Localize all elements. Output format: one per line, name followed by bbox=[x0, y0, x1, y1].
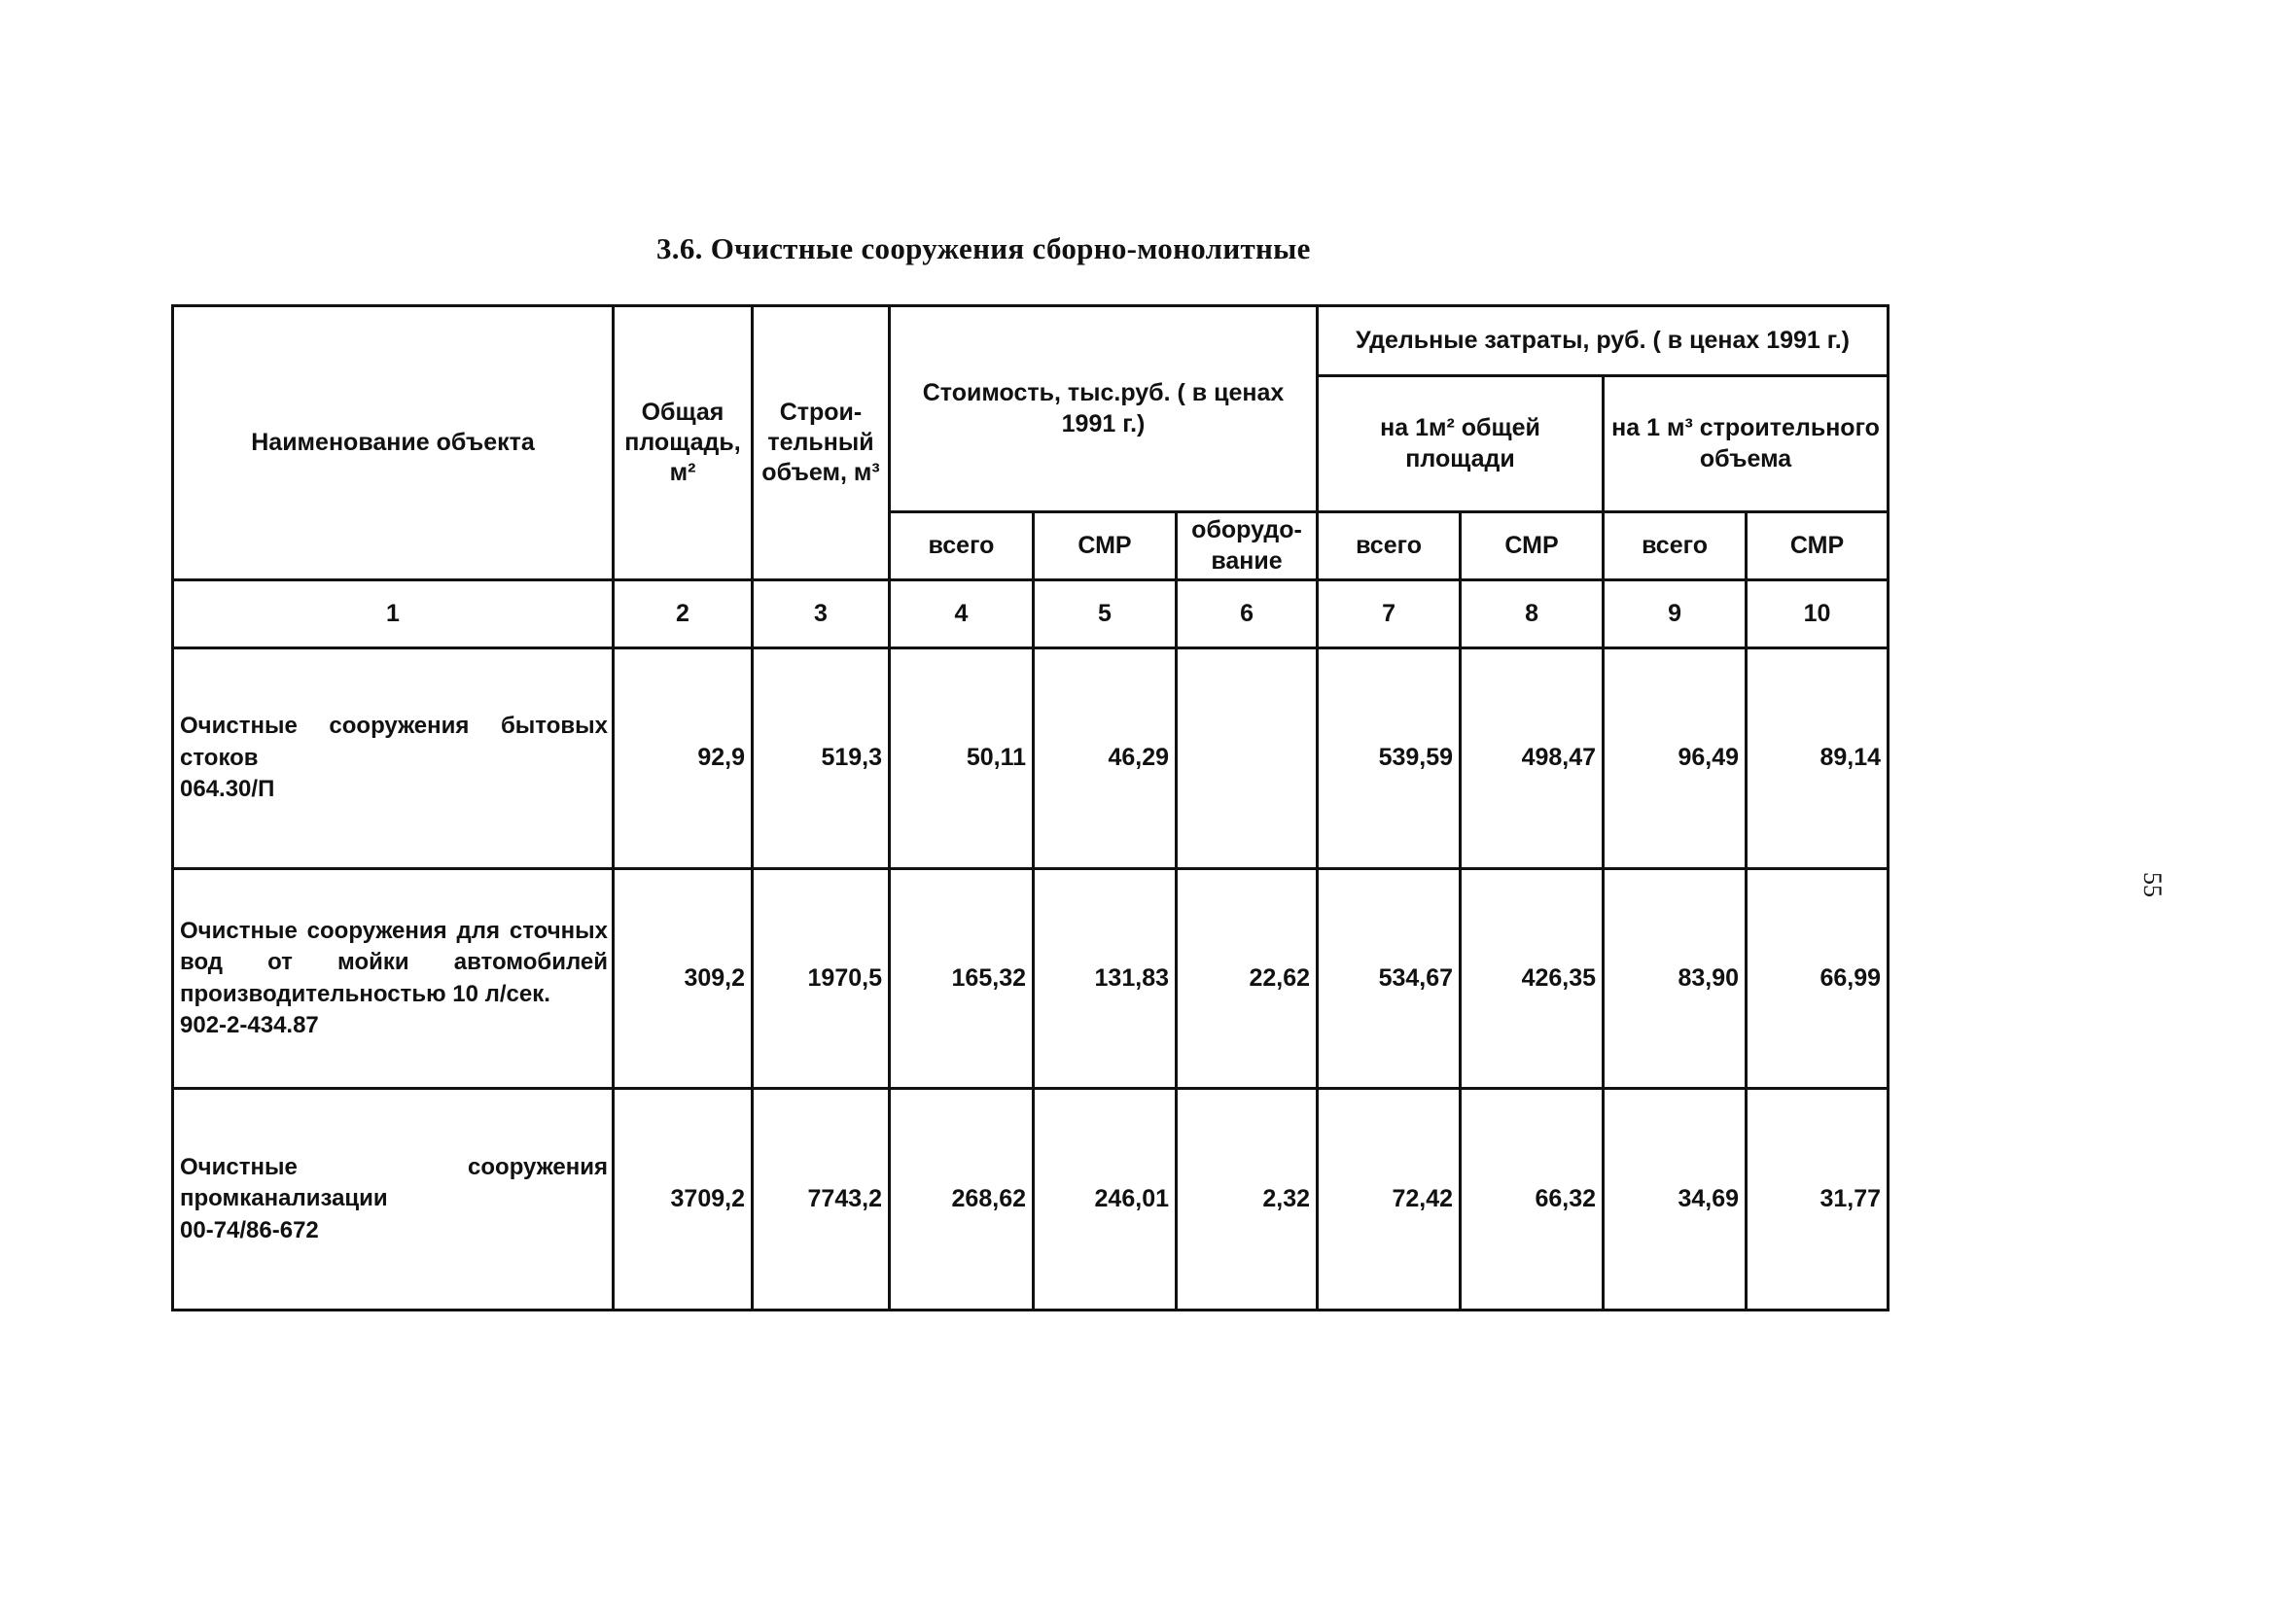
m3-smr-value: 66,99 bbox=[1747, 869, 1889, 1089]
h-m2-text: на 1м² общей площади bbox=[1380, 414, 1540, 472]
m2-smr-value: 426,35 bbox=[1461, 869, 1604, 1089]
m2-smr-value: 498,47 bbox=[1461, 648, 1604, 869]
m3-total-value: 96,49 bbox=[1604, 648, 1747, 869]
header-cost-group: Стоимость, тыс.руб. ( в ценах 1991 г.) bbox=[890, 306, 1318, 512]
header-m2-total: всего bbox=[1318, 512, 1461, 580]
header-cost-equipment: оборудо-вание bbox=[1177, 512, 1318, 580]
header-per-m3 bbox=[1604, 376, 1889, 512]
object-name: Очистные сооружения промканализации bbox=[180, 1153, 608, 1212]
header-name: Наименование объекта bbox=[173, 306, 614, 580]
area-value: 92,9 bbox=[614, 648, 753, 869]
m3-smr-value: 89,14 bbox=[1747, 648, 1889, 869]
m2-total-value: 72,42 bbox=[1318, 1089, 1461, 1311]
cost-total-value: 165,32 bbox=[890, 869, 1034, 1089]
column-number: 8 bbox=[1461, 580, 1604, 648]
volume-value: 7743,2 bbox=[753, 1089, 890, 1311]
area-value: 3709,2 bbox=[614, 1089, 753, 1311]
table-row bbox=[173, 648, 1889, 869]
cost-total-value: 50,11 bbox=[890, 648, 1034, 869]
column-number-row bbox=[173, 580, 1889, 648]
page-number: 55 bbox=[2138, 872, 2167, 897]
table-row bbox=[173, 869, 1889, 1089]
column-number: 5 bbox=[1034, 580, 1177, 648]
object-code: 902-2-434.87 bbox=[180, 1011, 319, 1038]
object-name: Очистные сооружения для сточных вод от мойки автомобилей производительностью 10 л/сек. bbox=[180, 917, 608, 1007]
m2-total-value: 539,59 bbox=[1318, 648, 1461, 869]
volume-value: 1970,5 bbox=[753, 869, 890, 1089]
object-code: 064.30/П bbox=[180, 776, 275, 803]
column-number: 9 bbox=[1604, 580, 1747, 648]
object-name-cell bbox=[173, 1089, 614, 1311]
header-unit-group: Удельные затраты, руб. ( в ценах 1991 г.) bbox=[1318, 306, 1889, 376]
cost-smr-value: 246,01 bbox=[1034, 1089, 1177, 1311]
column-number: 4 bbox=[890, 580, 1034, 648]
m2-smr-value: 66,32 bbox=[1461, 1089, 1604, 1311]
object-name-cell bbox=[173, 648, 614, 869]
cost-equipment-value bbox=[1177, 648, 1318, 869]
header-m2-smr: СМР bbox=[1461, 512, 1604, 580]
column-number: 3 bbox=[753, 580, 890, 648]
h-volume-text: Строи-тельный объем, м³ bbox=[761, 398, 880, 487]
header-area bbox=[614, 306, 753, 580]
column-number: 7 bbox=[1318, 580, 1461, 648]
area-value: 309,2 bbox=[614, 869, 753, 1089]
m3-total-value: 83,90 bbox=[1604, 869, 1747, 1089]
volume-value: 519,3 bbox=[753, 648, 890, 869]
column-number: 10 bbox=[1747, 580, 1889, 648]
cost-table bbox=[171, 304, 1890, 1311]
h-m3-text: на 1 м³ строительного объема bbox=[1611, 414, 1880, 472]
page-title: 3.6. Очистные сооружения сборно-монолитные bbox=[656, 231, 1311, 265]
cost-smr-value: 46,29 bbox=[1034, 648, 1177, 869]
m3-smr-value: 31,77 bbox=[1747, 1089, 1889, 1311]
header-per-m2 bbox=[1318, 376, 1604, 512]
object-name-cell bbox=[173, 869, 614, 1089]
m3-total-value: 34,69 bbox=[1604, 1089, 1747, 1311]
cost-smr-value: 131,83 bbox=[1034, 869, 1177, 1089]
column-number: 2 bbox=[614, 580, 753, 648]
cost-equipment-value: 22,62 bbox=[1177, 869, 1318, 1089]
header-volume bbox=[753, 306, 890, 580]
table-row bbox=[173, 1089, 1889, 1311]
header-m3-smr: СМР bbox=[1747, 512, 1889, 580]
cost-equipment-value: 2,32 bbox=[1177, 1089, 1318, 1311]
header-cost-smr: СМР bbox=[1034, 512, 1177, 580]
m2-total-value: 534,67 bbox=[1318, 869, 1461, 1089]
column-number: 1 bbox=[173, 580, 614, 648]
cost-total-value: 268,62 bbox=[890, 1089, 1034, 1311]
column-number: 6 bbox=[1177, 580, 1318, 648]
h-area-text: Общая площадь, м² bbox=[624, 398, 741, 487]
header-m3-total: всего bbox=[1604, 512, 1747, 580]
object-name: Очистные сооружения бытовых стоков bbox=[180, 713, 608, 771]
object-code: 00-74/86-672 bbox=[180, 1216, 319, 1243]
header-cost-total: всего bbox=[890, 512, 1034, 580]
